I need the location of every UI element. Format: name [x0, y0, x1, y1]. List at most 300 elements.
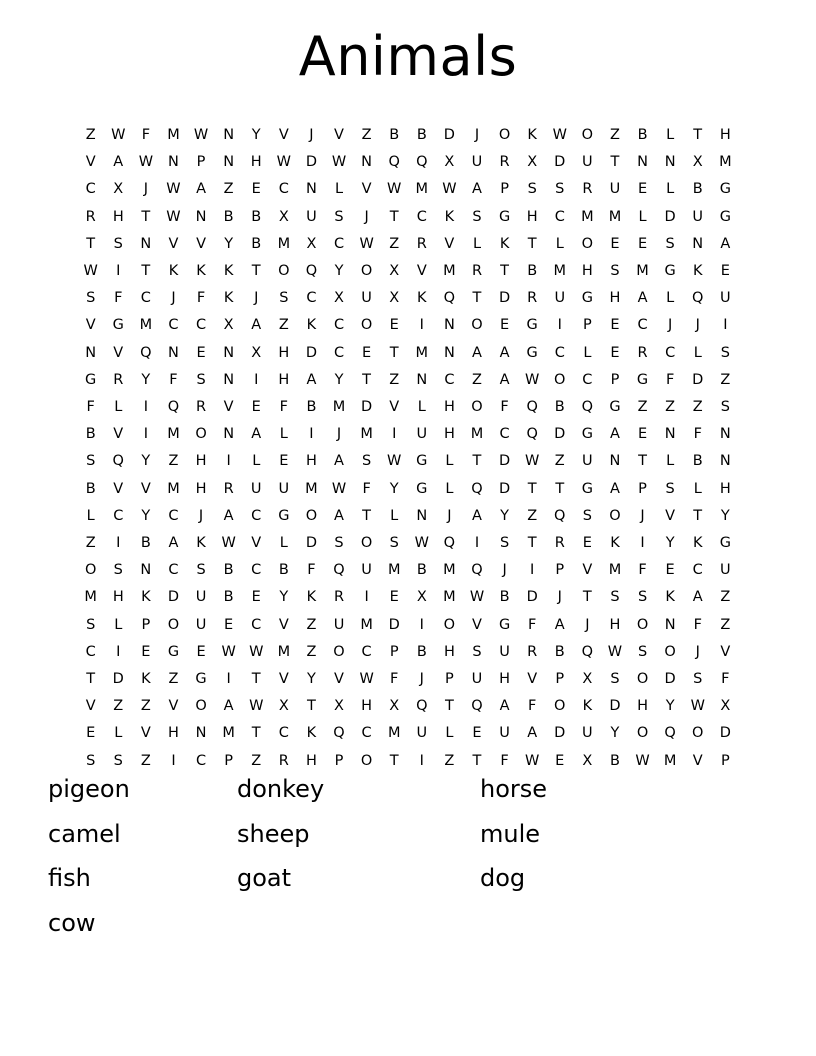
- grid-letter[interactable]: H: [499, 671, 511, 688]
- grid-letter[interactable]: A: [499, 344, 510, 361]
- grid-letter[interactable]: L: [693, 344, 702, 361]
- grid-letter[interactable]: Y: [306, 671, 316, 688]
- grid-letter[interactable]: O: [333, 643, 345, 660]
- grid-letter[interactable]: Z: [306, 616, 317, 633]
- grid-letter[interactable]: L: [334, 181, 344, 198]
- grid-letter[interactable]: M: [415, 344, 429, 361]
- grid-letter[interactable]: P: [334, 752, 344, 769]
- grid-letter[interactable]: W: [138, 154, 154, 171]
- grid-letter[interactable]: V: [168, 698, 179, 715]
- grid-letter[interactable]: K: [610, 535, 620, 552]
- grid-letter[interactable]: H: [305, 453, 317, 470]
- grid-letter[interactable]: S: [196, 562, 206, 579]
- grid-letter[interactable]: T: [389, 344, 399, 361]
- grid-letter[interactable]: O: [471, 399, 483, 416]
- grid-letter[interactable]: N: [609, 453, 621, 470]
- grid-letter[interactable]: I: [116, 535, 121, 552]
- grid-letter[interactable]: B: [278, 562, 289, 579]
- grid-letter[interactable]: U: [471, 154, 483, 171]
- grid-letter[interactable]: B: [692, 181, 703, 198]
- grid-letter[interactable]: A: [609, 426, 620, 443]
- grid-letter[interactable]: S: [665, 235, 675, 252]
- grid-letter[interactable]: X: [251, 344, 262, 361]
- grid-letter[interactable]: V: [85, 317, 96, 334]
- grid-letter[interactable]: T: [389, 208, 399, 225]
- grid-letter[interactable]: Z: [168, 671, 179, 688]
- grid-letter[interactable]: L: [638, 208, 647, 225]
- grid-letter[interactable]: C: [637, 317, 648, 334]
- grid-letter[interactable]: K: [665, 589, 675, 606]
- grid-letter[interactable]: V: [444, 235, 455, 252]
- grid-letter[interactable]: V: [472, 616, 482, 633]
- grid-letter[interactable]: Y: [251, 127, 261, 143]
- grid-letter[interactable]: I: [557, 317, 562, 334]
- grid-letter[interactable]: E: [472, 725, 482, 742]
- grid-letter[interactable]: Y: [224, 235, 234, 252]
- grid-letter[interactable]: E: [610, 344, 620, 361]
- grid-letter[interactable]: F: [279, 399, 288, 416]
- grid-letter[interactable]: J: [585, 616, 590, 633]
- grid-letter[interactable]: O: [360, 535, 373, 552]
- grid-letter[interactable]: V: [389, 399, 400, 416]
- grid-letter[interactable]: T: [472, 752, 482, 769]
- word-list-item[interactable]: mule: [480, 819, 541, 848]
- grid-letter[interactable]: Q: [443, 290, 456, 307]
- grid-letter[interactable]: W: [249, 698, 264, 715]
- grid-letter[interactable]: C: [195, 317, 207, 334]
- grid-letter[interactable]: T: [527, 480, 537, 497]
- grid-letter[interactable]: X: [334, 698, 344, 715]
- grid-letter[interactable]: D: [664, 208, 676, 225]
- grid-letter[interactable]: X: [582, 752, 593, 769]
- grid-letter[interactable]: X: [692, 154, 703, 171]
- grid-letter[interactable]: A: [499, 698, 510, 715]
- grid-letter[interactable]: N: [664, 616, 676, 633]
- grid-letter[interactable]: Y: [665, 698, 675, 715]
- grid-letter[interactable]: W: [83, 263, 98, 280]
- grid-letter[interactable]: M: [167, 426, 180, 443]
- grid-letter[interactable]: B: [251, 235, 262, 252]
- grid-letter[interactable]: Z: [389, 235, 400, 252]
- grid-letter[interactable]: V: [720, 643, 731, 660]
- grid-letter[interactable]: K: [306, 589, 317, 606]
- grid-letter[interactable]: C: [306, 290, 317, 307]
- grid-letter[interactable]: U: [582, 453, 593, 470]
- grid-letter[interactable]: V: [665, 507, 676, 524]
- grid-letter[interactable]: I: [723, 317, 728, 334]
- grid-letter[interactable]: N: [168, 344, 179, 361]
- grid-letter[interactable]: V: [692, 752, 703, 769]
- word-list-item[interactable]: goat: [237, 864, 292, 892]
- grid-letter[interactable]: O: [554, 698, 566, 715]
- grid-letter[interactable]: U: [306, 208, 317, 225]
- grid-letter[interactable]: M: [608, 208, 622, 225]
- grid-letter[interactable]: D: [719, 725, 731, 742]
- grid-letter[interactable]: H: [278, 344, 290, 361]
- grid-letter[interactable]: D: [498, 480, 511, 497]
- grid-letter[interactable]: N: [443, 344, 455, 361]
- grid-letter[interactable]: Y: [720, 507, 730, 524]
- grid-letter[interactable]: Q: [140, 344, 152, 361]
- grid-letter[interactable]: S: [86, 453, 96, 470]
- grid-letter[interactable]: V: [85, 154, 96, 171]
- grid-letter[interactable]: C: [251, 507, 262, 524]
- grid-letter[interactable]: B: [637, 127, 648, 143]
- grid-letter[interactable]: R: [499, 154, 510, 171]
- grid-letter[interactable]: Z: [85, 127, 96, 143]
- grid-letter[interactable]: D: [305, 535, 317, 552]
- word-search-grid[interactable]: [77, 122, 739, 775]
- grid-letter[interactable]: A: [692, 589, 703, 606]
- grid-letter[interactable]: U: [333, 616, 345, 633]
- grid-letter[interactable]: O: [278, 263, 290, 280]
- grid-letter[interactable]: A: [637, 290, 648, 307]
- grid-letter[interactable]: E: [499, 317, 510, 334]
- grid-letter[interactable]: U: [692, 208, 704, 225]
- grid-letter[interactable]: B: [223, 562, 234, 579]
- grid-letter[interactable]: S: [113, 562, 123, 579]
- grid-letter[interactable]: Q: [305, 263, 318, 280]
- grid-letter[interactable]: K: [582, 698, 593, 715]
- grid-letter[interactable]: C: [416, 208, 427, 225]
- grid-letter[interactable]: M: [415, 181, 429, 198]
- grid-letter[interactable]: Q: [581, 399, 594, 416]
- grid-letter[interactable]: Z: [251, 752, 262, 769]
- grid-letter[interactable]: R: [278, 752, 289, 769]
- grid-letter[interactable]: U: [195, 589, 207, 606]
- grid-letter[interactable]: E: [637, 235, 648, 252]
- grid-letter[interactable]: S: [86, 290, 96, 307]
- grid-letter[interactable]: L: [445, 725, 454, 742]
- grid-letter[interactable]: C: [692, 562, 703, 579]
- grid-letter[interactable]: F: [693, 616, 702, 633]
- grid-letter[interactable]: P: [141, 616, 151, 633]
- word-list-item[interactable]: sheep: [237, 819, 310, 848]
- grid-letter[interactable]: G: [416, 480, 428, 497]
- word-list-item[interactable]: dog: [480, 864, 526, 892]
- grid-letter[interactable]: Z: [278, 317, 289, 334]
- grid-letter[interactable]: P: [224, 752, 234, 769]
- grid-letter[interactable]: M: [470, 426, 484, 443]
- grid-letter[interactable]: H: [719, 127, 731, 143]
- grid-letter[interactable]: N: [361, 154, 373, 171]
- grid-letter[interactable]: W: [469, 589, 485, 606]
- grid-letter[interactable]: J: [640, 507, 645, 524]
- grid-letter[interactable]: Y: [610, 725, 620, 742]
- grid-letter[interactable]: W: [249, 643, 264, 660]
- grid-letter[interactable]: U: [361, 562, 372, 579]
- grid-letter[interactable]: M: [360, 426, 373, 443]
- grid-letter[interactable]: D: [692, 371, 704, 388]
- grid-letter[interactable]: L: [114, 616, 123, 633]
- grid-letter[interactable]: O: [471, 317, 483, 334]
- grid-letter[interactable]: I: [116, 263, 121, 280]
- grid-letter[interactable]: E: [86, 725, 96, 742]
- grid-letter[interactable]: M: [387, 725, 401, 742]
- grid-letter[interactable]: L: [417, 399, 426, 416]
- grid-letter[interactable]: N: [223, 344, 235, 361]
- grid-letter[interactable]: S: [555, 181, 565, 198]
- grid-letter[interactable]: W: [414, 535, 429, 552]
- grid-letter[interactable]: M: [636, 263, 649, 280]
- grid-letter[interactable]: Q: [167, 399, 180, 416]
- grid-letter[interactable]: E: [224, 616, 234, 633]
- grid-letter[interactable]: O: [664, 643, 676, 660]
- grid-letter[interactable]: K: [527, 127, 537, 143]
- grid-letter[interactable]: S: [389, 535, 399, 552]
- grid-letter[interactable]: O: [305, 507, 318, 524]
- grid-letter[interactable]: H: [526, 208, 538, 225]
- grid-letter[interactable]: I: [474, 535, 480, 552]
- grid-letter[interactable]: T: [389, 752, 399, 769]
- grid-letter[interactable]: I: [226, 671, 231, 688]
- grid-letter[interactable]: U: [499, 725, 510, 742]
- word-list-item[interactable]: cow: [48, 908, 96, 937]
- grid-letter[interactable]: F: [693, 426, 702, 443]
- grid-letter[interactable]: M: [719, 154, 732, 171]
- grid-letter[interactable]: M: [663, 752, 677, 769]
- grid-letter[interactable]: C: [554, 344, 565, 361]
- grid-letter[interactable]: K: [692, 535, 703, 552]
- grid-letter[interactable]: I: [419, 752, 424, 769]
- grid-letter[interactable]: H: [278, 371, 290, 388]
- grid-letter[interactable]: G: [167, 643, 180, 660]
- grid-letter[interactable]: Q: [581, 643, 594, 660]
- grid-letter[interactable]: R: [416, 235, 427, 252]
- grid-letter[interactable]: S: [472, 643, 482, 660]
- grid-letter[interactable]: Q: [388, 154, 400, 171]
- grid-letter[interactable]: Q: [112, 453, 124, 470]
- grid-letter[interactable]: P: [720, 752, 730, 769]
- grid-letter[interactable]: O: [581, 127, 594, 143]
- grid-letter[interactable]: A: [306, 371, 317, 388]
- grid-letter[interactable]: G: [498, 616, 511, 633]
- grid-letter[interactable]: V: [168, 235, 179, 252]
- grid-letter[interactable]: C: [140, 290, 151, 307]
- grid-letter[interactable]: I: [392, 426, 397, 443]
- grid-letter[interactable]: F: [307, 562, 316, 579]
- grid-letter[interactable]: F: [638, 562, 647, 579]
- grid-letter[interactable]: H: [250, 154, 262, 171]
- grid-letter[interactable]: R: [554, 535, 565, 552]
- grid-letter[interactable]: S: [610, 263, 620, 280]
- grid-letter[interactable]: K: [444, 208, 455, 225]
- grid-letter[interactable]: T: [472, 290, 482, 307]
- grid-letter[interactable]: I: [309, 426, 314, 443]
- grid-letter[interactable]: L: [114, 399, 123, 416]
- grid-letter[interactable]: J: [198, 507, 204, 524]
- grid-letter[interactable]: E: [362, 344, 372, 361]
- grid-letter[interactable]: N: [443, 317, 455, 334]
- grid-letter[interactable]: B: [85, 426, 96, 443]
- word-list-item[interactable]: donkey: [237, 775, 325, 803]
- grid-letter[interactable]: T: [555, 480, 565, 497]
- grid-letter[interactable]: B: [306, 399, 317, 416]
- grid-letter[interactable]: L: [666, 127, 675, 143]
- grid-letter[interactable]: Q: [471, 480, 483, 497]
- grid-letter[interactable]: W: [442, 181, 457, 198]
- grid-letter[interactable]: L: [252, 453, 261, 470]
- grid-letter[interactable]: N: [195, 208, 207, 225]
- grid-letter[interactable]: U: [609, 181, 621, 198]
- grid-letter[interactable]: X: [113, 181, 124, 198]
- grid-letter[interactable]: P: [638, 480, 647, 497]
- grid-letter[interactable]: N: [223, 154, 235, 171]
- grid-letter[interactable]: A: [720, 235, 731, 252]
- grid-letter[interactable]: W: [166, 208, 181, 225]
- grid-letter[interactable]: E: [389, 589, 399, 606]
- grid-letter[interactable]: G: [719, 181, 731, 198]
- grid-letter[interactable]: N: [719, 453, 731, 470]
- grid-letter[interactable]: T: [251, 725, 261, 742]
- grid-letter[interactable]: I: [143, 426, 148, 443]
- grid-letter[interactable]: O: [636, 671, 649, 688]
- grid-letter[interactable]: T: [362, 507, 372, 524]
- grid-letter[interactable]: F: [362, 480, 371, 497]
- grid-letter[interactable]: E: [279, 453, 289, 470]
- grid-letter[interactable]: E: [637, 181, 648, 198]
- grid-letter[interactable]: Z: [85, 535, 96, 552]
- grid-letter[interactable]: T: [141, 263, 151, 280]
- grid-letter[interactable]: D: [609, 698, 621, 715]
- grid-letter[interactable]: U: [720, 290, 731, 307]
- grid-letter[interactable]: C: [665, 344, 676, 361]
- grid-letter[interactable]: B: [416, 127, 427, 143]
- grid-letter[interactable]: J: [364, 208, 369, 225]
- grid-letter[interactable]: O: [554, 371, 566, 388]
- grid-letter[interactable]: M: [443, 562, 456, 579]
- grid-letter[interactable]: J: [474, 127, 480, 143]
- grid-letter[interactable]: D: [361, 399, 373, 416]
- grid-letter[interactable]: L: [666, 290, 675, 307]
- grid-letter[interactable]: A: [223, 698, 234, 715]
- grid-letter[interactable]: I: [143, 399, 148, 416]
- grid-letter[interactable]: Z: [140, 752, 151, 769]
- grid-letter[interactable]: X: [334, 290, 344, 307]
- grid-letter[interactable]: P: [610, 371, 620, 388]
- grid-letter[interactable]: K: [692, 263, 703, 280]
- grid-letter[interactable]: A: [554, 616, 565, 633]
- grid-letter[interactable]: B: [140, 535, 151, 552]
- grid-letter[interactable]: U: [720, 562, 731, 579]
- grid-letter[interactable]: O: [636, 616, 649, 633]
- grid-letter[interactable]: Z: [140, 698, 151, 715]
- grid-letter[interactable]: B: [251, 208, 262, 225]
- grid-letter[interactable]: L: [279, 426, 288, 443]
- grid-letter[interactable]: J: [309, 127, 314, 143]
- grid-letter[interactable]: R: [471, 263, 483, 280]
- grid-letter[interactable]: D: [112, 671, 124, 688]
- grid-letter[interactable]: S: [499, 535, 510, 552]
- grid-letter[interactable]: M: [167, 480, 180, 497]
- grid-letter[interactable]: E: [720, 263, 730, 280]
- grid-letter[interactable]: F: [500, 752, 509, 769]
- grid-letter[interactable]: D: [443, 127, 455, 143]
- grid-letter[interactable]: A: [472, 181, 482, 198]
- grid-letter[interactable]: T: [86, 235, 96, 252]
- grid-letter[interactable]: U: [554, 290, 566, 307]
- grid-letter[interactable]: N: [664, 426, 676, 443]
- grid-letter[interactable]: C: [361, 643, 372, 660]
- grid-letter[interactable]: O: [360, 263, 373, 280]
- grid-letter[interactable]: M: [167, 127, 180, 143]
- grid-letter[interactable]: W: [690, 698, 705, 715]
- grid-letter[interactable]: F: [169, 371, 178, 388]
- grid-letter[interactable]: X: [278, 208, 289, 225]
- grid-letter[interactable]: A: [472, 344, 482, 361]
- grid-letter[interactable]: M: [84, 589, 97, 606]
- grid-letter[interactable]: Y: [141, 371, 151, 388]
- grid-letter[interactable]: H: [195, 480, 207, 497]
- grid-letter[interactable]: K: [223, 290, 234, 307]
- grid-letter[interactable]: N: [140, 235, 152, 252]
- grid-letter[interactable]: M: [360, 616, 373, 633]
- grid-letter[interactable]: Q: [443, 535, 456, 552]
- grid-letter[interactable]: C: [168, 317, 179, 334]
- grid-letter[interactable]: F: [196, 290, 206, 307]
- grid-letter[interactable]: Z: [720, 589, 731, 606]
- grid-letter[interactable]: O: [692, 725, 704, 742]
- grid-letter[interactable]: V: [140, 725, 151, 742]
- grid-letter[interactable]: M: [608, 562, 622, 579]
- grid-letter[interactable]: C: [85, 643, 96, 660]
- grid-letter[interactable]: T: [141, 208, 151, 225]
- grid-letter[interactable]: O: [360, 752, 373, 769]
- grid-letter[interactable]: W: [552, 127, 567, 143]
- grid-letter[interactable]: Z: [692, 399, 703, 416]
- grid-letter[interactable]: E: [251, 589, 261, 606]
- grid-letter[interactable]: A: [609, 480, 620, 497]
- grid-letter[interactable]: W: [359, 671, 374, 688]
- grid-letter[interactable]: T: [638, 453, 647, 470]
- grid-letter[interactable]: R: [196, 399, 207, 416]
- grid-letter[interactable]: S: [665, 480, 675, 497]
- grid-letter[interactable]: W: [111, 127, 126, 143]
- grid-letter[interactable]: O: [195, 426, 207, 443]
- grid-letter[interactable]: J: [336, 426, 342, 443]
- grid-letter[interactable]: V: [582, 562, 593, 579]
- grid-letter[interactable]: T: [527, 235, 537, 252]
- grid-letter[interactable]: Q: [554, 507, 566, 524]
- grid-letter[interactable]: O: [84, 562, 97, 579]
- grid-letter[interactable]: R: [527, 643, 538, 660]
- grid-letter[interactable]: Z: [472, 371, 482, 388]
- grid-letter[interactable]: L: [666, 453, 675, 470]
- grid-letter[interactable]: T: [582, 589, 592, 606]
- grid-letter[interactable]: W: [331, 154, 347, 171]
- grid-letter[interactable]: O: [195, 698, 207, 715]
- grid-letter[interactable]: K: [306, 725, 317, 742]
- grid-letter[interactable]: L: [114, 725, 123, 742]
- grid-letter[interactable]: L: [666, 181, 675, 198]
- grid-letter[interactable]: F: [141, 127, 151, 143]
- grid-letter[interactable]: G: [719, 208, 731, 225]
- grid-letter[interactable]: Q: [416, 698, 428, 715]
- grid-letter[interactable]: C: [582, 371, 593, 388]
- grid-letter[interactable]: S: [334, 535, 344, 552]
- grid-letter[interactable]: D: [664, 671, 676, 688]
- grid-letter[interactable]: P: [500, 181, 509, 198]
- grid-letter[interactable]: B: [389, 127, 400, 143]
- grid-letter[interactable]: T: [693, 507, 703, 524]
- grid-letter[interactable]: T: [500, 263, 509, 280]
- grid-letter[interactable]: B: [554, 643, 565, 660]
- grid-letter[interactable]: O: [581, 235, 594, 252]
- grid-letter[interactable]: C: [85, 181, 96, 198]
- grid-letter[interactable]: Z: [637, 399, 648, 416]
- grid-letter[interactable]: H: [443, 643, 455, 660]
- grid-letter[interactable]: J: [668, 317, 673, 334]
